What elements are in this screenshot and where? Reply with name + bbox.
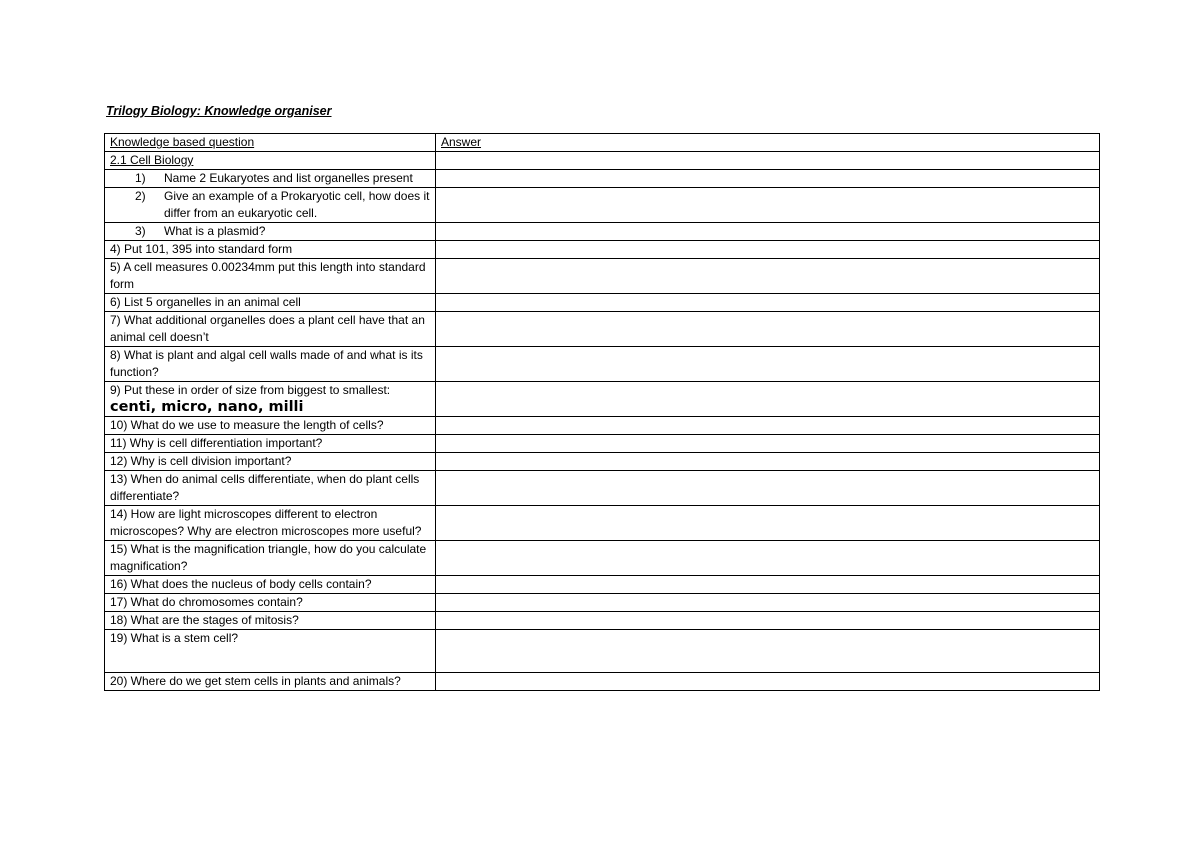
knowledge-organiser-table: [104, 133, 1100, 691]
table-row: [105, 576, 1100, 594]
table-row: [105, 188, 1100, 223]
table-row: [105, 594, 1100, 612]
answer-cell[interactable]: [436, 417, 1100, 435]
answer-cell[interactable]: [436, 241, 1100, 259]
table-row: [105, 673, 1100, 691]
answer-cell[interactable]: [436, 506, 1100, 541]
question-text: Name 2 Eukaryotes and list organelles present: [164, 171, 413, 185]
question-text: 13) When do animal cells differentiate, when do plant cells differentiate?: [105, 471, 436, 506]
question-text: 4) Put 101, 395 into standard form: [105, 241, 436, 259]
question-cell: [105, 382, 436, 417]
table-row: [105, 417, 1100, 435]
answer-cell[interactable]: [436, 453, 1100, 471]
question-text: 11) Why is cell differentiation important?: [105, 435, 436, 453]
answer-cell[interactable]: [436, 294, 1100, 312]
question-number: 2): [135, 189, 146, 203]
table-row: [105, 630, 1100, 673]
question-cell: [105, 223, 436, 241]
question-text: 12) Why is cell division important?: [105, 453, 436, 471]
table-row: [105, 347, 1100, 382]
answer-cell[interactable]: [436, 347, 1100, 382]
table-row: [105, 223, 1100, 241]
answer-cell[interactable]: [436, 541, 1100, 576]
answer-cell[interactable]: [436, 170, 1100, 188]
page-title: Trilogy Biology: Knowledge organiser: [106, 104, 332, 118]
answer-cell[interactable]: [436, 382, 1100, 417]
question-cell: [105, 188, 436, 223]
answer-cell[interactable]: [436, 630, 1100, 673]
question-text: What is a plasmid?: [164, 224, 266, 238]
question-text: 19) What is a stem cell?: [105, 630, 436, 673]
question-text: 10) What do we use to measure the length of cells?: [105, 417, 436, 435]
table-row: [105, 471, 1100, 506]
question-text: 6) List 5 organelles in an animal cell: [105, 294, 436, 312]
answer-cell[interactable]: [436, 435, 1100, 453]
table-row: [105, 170, 1100, 188]
table-header-row: [105, 134, 1100, 152]
answer-cell[interactable]: [436, 152, 1100, 170]
question-text: 18) What are the stages of mitosis?: [105, 612, 436, 630]
question-cell: [105, 170, 436, 188]
answer-cell[interactable]: [436, 259, 1100, 294]
question-text: 15) What is the magnification triangle, how do you calculate magnification?: [105, 541, 436, 576]
header-answer: Answer: [436, 134, 1100, 152]
question-number: 1): [135, 171, 146, 185]
question-text: 17) What do chromosomes contain?: [105, 594, 436, 612]
section-title: 2.1 Cell Biology: [105, 152, 436, 170]
table-row: [105, 453, 1100, 471]
question-text: 9) Put these in order of size from biggest to smallest:: [110, 383, 391, 397]
header-question: Knowledge based question: [105, 134, 436, 152]
table-row: [105, 241, 1100, 259]
size-units-list: centi, micro, nano, milli: [110, 399, 304, 415]
section-row: [105, 152, 1100, 170]
table-row: [105, 294, 1100, 312]
question-number: 3): [135, 224, 146, 238]
table-row: [105, 312, 1100, 347]
question-text: 5) A cell measures 0.00234mm put this length into standard form: [105, 259, 436, 294]
question-text: 7) What additional organelles does a plant cell have that an animal cell doesn’t: [105, 312, 436, 347]
table-row: [105, 382, 1100, 417]
answer-cell[interactable]: [436, 312, 1100, 347]
answer-cell[interactable]: [436, 594, 1100, 612]
answer-cell[interactable]: [436, 471, 1100, 506]
answer-cell[interactable]: [436, 612, 1100, 630]
table-row: [105, 506, 1100, 541]
question-text: Give an example of a Prokaryotic cell, how does it differ from an eukaryotic cell.: [164, 189, 430, 220]
answer-cell[interactable]: [436, 223, 1100, 241]
question-text: 14) How are light microscopes different to electron microscopes? Why are electron microscopes more useful?: [105, 506, 436, 541]
answer-cell[interactable]: [436, 576, 1100, 594]
table-row: [105, 435, 1100, 453]
answer-cell[interactable]: [436, 673, 1100, 691]
answer-cell[interactable]: [436, 188, 1100, 223]
question-text: 8) What is plant and algal cell walls made of and what is its function?: [105, 347, 436, 382]
table-row: [105, 541, 1100, 576]
question-text: 16) What does the nucleus of body cells contain?: [105, 576, 436, 594]
question-text: 20) Where do we get stem cells in plants and animals?: [105, 673, 436, 691]
table-row: [105, 612, 1100, 630]
table-row: [105, 259, 1100, 294]
